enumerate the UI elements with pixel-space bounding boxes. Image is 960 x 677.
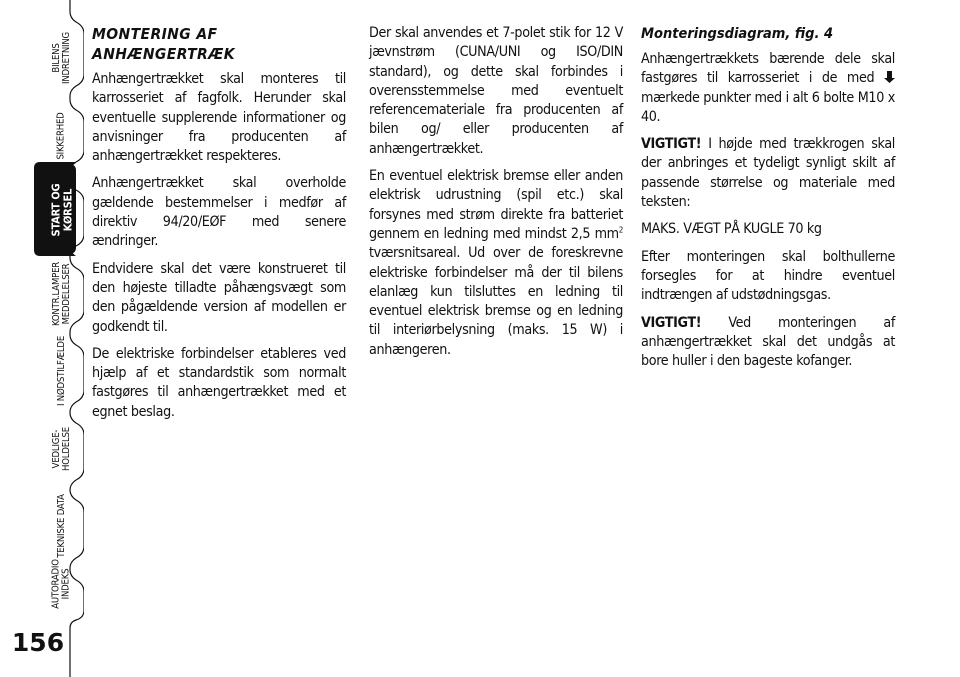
- heading-line-2: ANHÆNGERTRÆK: [92, 45, 235, 63]
- column-2: [369, 24, 623, 368]
- tab-vedligeholdelse[interactable]: [40, 413, 84, 485]
- warning-paragraph: [641, 135, 895, 212]
- tab-label: SIKKERHED: [56, 112, 68, 160]
- tab-label: AUTORADIO INDEKS: [51, 559, 73, 609]
- paragraph: Endvidere skal det være konstrueret til den højeste tilladte påhængsvægt som den pågældende version af modellen er godkendt til.: [92, 260, 346, 335]
- warning-label: VIGTIGT!: [641, 136, 702, 153]
- paragraph: Der skal anvendes et 7-polet stik for 12 V jævnstrøm (CUNA/UNI og ISO/DIN standard), og dette skal forbindes i overensstemmelse med eventuelt referencemateriale fra producenten af bilen og/ eller producenten af anhængertrækket.: [369, 25, 623, 157]
- tab-kontr-lamper-meddelelser[interactable]: [40, 258, 84, 330]
- tab-autoradio-indeks[interactable]: [40, 548, 84, 620]
- text-run: mærkede punkter med i alt 6 bolte M10 x 40.: [641, 89, 895, 125]
- column-1: [92, 24, 346, 430]
- paragraph: [369, 167, 623, 360]
- heading-line-1: MONTERING AF: [92, 25, 218, 43]
- tab-sikkerhed[interactable]: [40, 100, 84, 172]
- paragraph: Anhængertrækket skal overholde gældende bestemmelser i medfør af direktiv 94/20/EØF med senere ændringer.: [92, 175, 346, 250]
- warning-label: VIGTIGT!: [641, 314, 702, 331]
- subsection-heading: Monteringsdiagram, fig. 4: [641, 26, 834, 42]
- tab-bilens-indretning[interactable]: [40, 22, 84, 94]
- text-run: Anhængertrækkets bærende dele skal fastgøres til karrosseriet i de med: [641, 51, 895, 87]
- text-run: En eventuel elektrisk bremse eller anden elektrisk udrustning (spil etc.) skal forsynes med strøm direkte fra batteriet gennem en ledning med mindst 2,5 mm: [369, 168, 623, 242]
- column-3: [641, 24, 895, 379]
- tab-label: I NØDSTILFÆLDE: [56, 335, 68, 407]
- tab-start-og-korsel[interactable]: [40, 174, 84, 246]
- text-run: Ved monteringen af anhængertrækket skal det undgås at bore huller i den bageste kofanger.: [641, 314, 895, 370]
- paragraph: [641, 50, 895, 127]
- text-run: I højde med trækkrogen skal der anbringes et tydeligt synligt skilt af passende størrelse og materiale med teksten:: [641, 136, 895, 211]
- tab-label: START OG KØRSEL: [49, 183, 75, 237]
- arrow-mark-icon: [884, 71, 895, 83]
- chapter-sidebar: [0, 0, 84, 677]
- tab-label: VEDLIGE- HOLDELSE: [50, 427, 72, 471]
- section-heading: [92, 24, 346, 64]
- paragraph: De elektriske forbindelser etableres ved hjælp af et standardstik som normalt fastgøres til anhængertrækket med et egnet beslag.: [92, 345, 346, 420]
- warning-paragraph: [641, 314, 895, 372]
- paragraph: MAKS. VÆGT PÅ KUGLE 70 kg: [641, 221, 822, 238]
- tab-i-nodstilfaelde[interactable]: [40, 335, 84, 407]
- paragraph: Anhængertrækket skal monteres til karrosseriet af fagfolk. Herunder skal eventuelle supplerende informationer og anvisninger fra producenten af anhængertrækket respekteres.: [92, 71, 346, 165]
- tab-label: KONTR.LAMPER MEDDELELSER: [51, 261, 72, 327]
- paragraph: Efter monteringen skal bolthullerne forsegles for at hindre eventuel indtrængen af udstødningsgas.: [641, 248, 895, 304]
- tab-label: TEKNISKE DATA: [56, 494, 67, 558]
- tab-label: BILENS INDRETNING: [51, 32, 73, 84]
- page-number: 156: [11, 628, 65, 657]
- text-run: tværsnitsareal. Ud over de foreskrevne elektriske forbindelser må der til bilens elanlæg kun tilsluttes en ledning til eventuel elektrisk bremse og en ledning til interiørbelysning (maks. 15 W) i anhængeren.: [369, 245, 623, 358]
- superscript: 2: [618, 225, 623, 235]
